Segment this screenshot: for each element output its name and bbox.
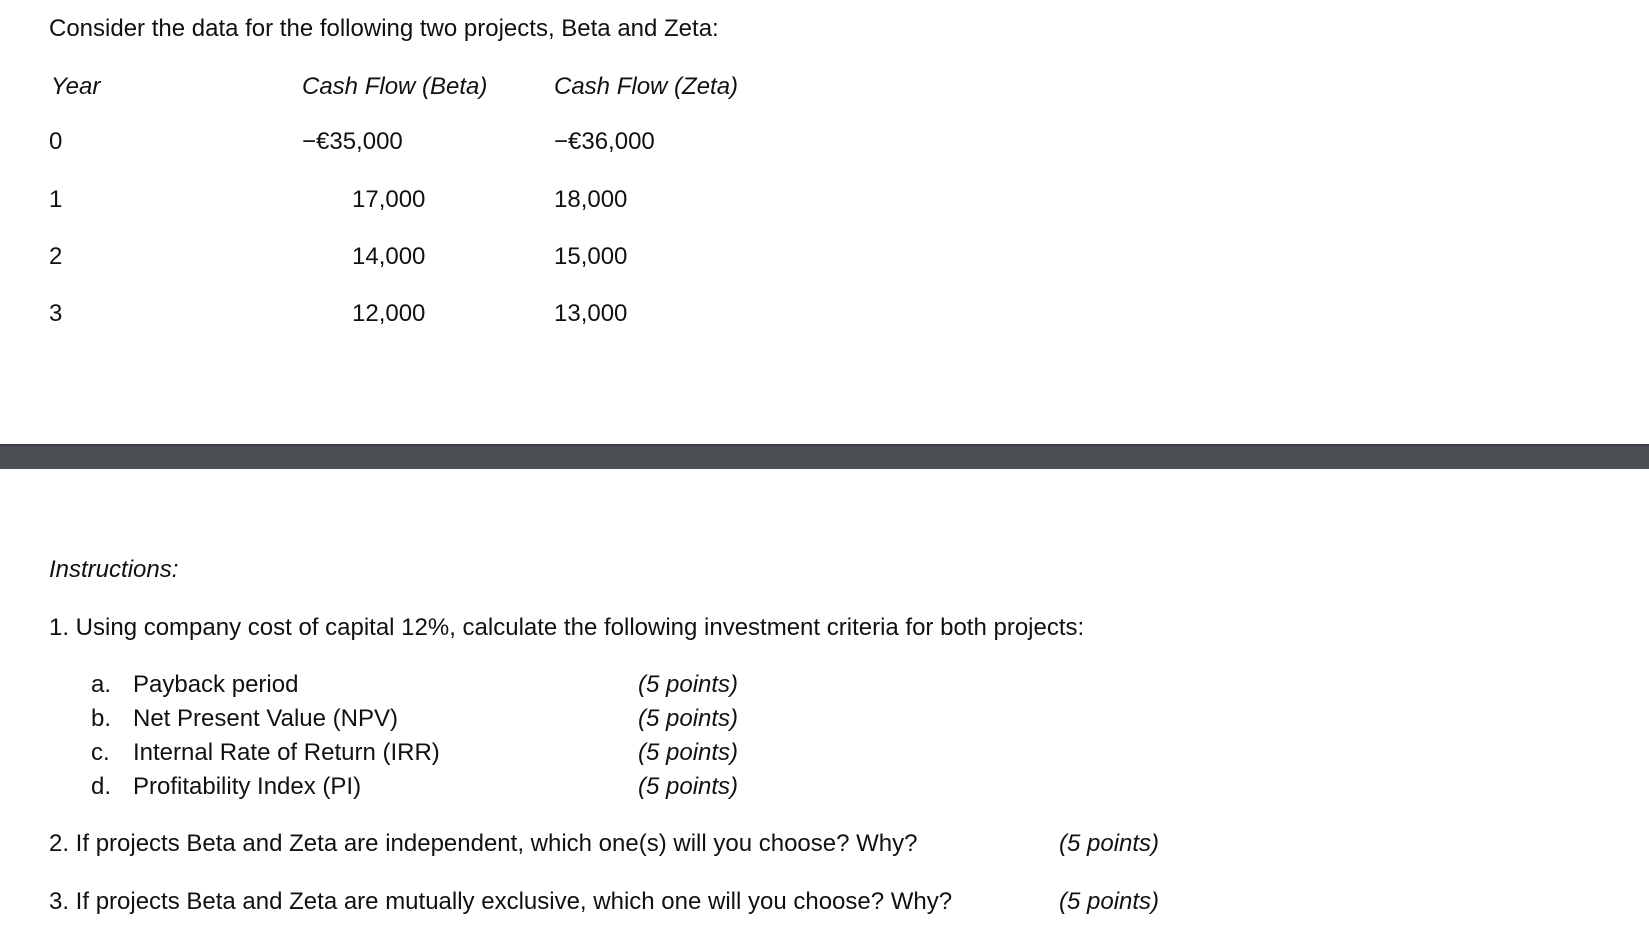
table-cell-year: 1	[49, 186, 63, 213]
question-2: 2. If projects Beta and Zeta are independent, which one(s) will you choose? Why?	[49, 830, 918, 857]
question-2-points: (5 points)	[1059, 830, 1160, 857]
table-cell-zeta: 15,000	[554, 243, 628, 270]
subitem-points: (5 points)	[638, 671, 739, 698]
question-1: 1. Using company cost of capital 12%, calculate the following investment criteria for both projects:	[49, 614, 1085, 641]
table-cell-beta: 12,000	[352, 300, 426, 327]
table-cell-beta: 14,000	[352, 243, 426, 270]
subitem-text: Net Present Value (NPV)	[133, 705, 398, 732]
header-cash-flow-beta: Cash Flow (Beta)	[302, 73, 488, 100]
subitem-points: (5 points)	[638, 773, 739, 800]
table-cell-zeta: 18,000	[554, 186, 628, 213]
intro-text: Consider the data for the following two projects, Beta and Zeta:	[49, 15, 719, 42]
question-3-points: (5 points)	[1059, 888, 1160, 915]
header-cash-flow-zeta: Cash Flow (Zeta)	[554, 73, 739, 100]
subitem-marker: d.	[91, 773, 112, 800]
subitem-text: Payback period	[133, 671, 299, 698]
table-cell-year: 3	[49, 300, 63, 327]
subitem-marker: a.	[91, 671, 112, 698]
header-year: Year	[51, 73, 101, 100]
subitem-points: (5 points)	[638, 739, 739, 766]
instructions-heading: Instructions:	[49, 556, 179, 583]
subitem-points: (5 points)	[638, 705, 739, 732]
table-cell-zeta: −€36,000	[554, 128, 655, 155]
question-3: 3. If projects Beta and Zeta are mutually exclusive, which one will you choose? Why?	[49, 888, 953, 915]
page-divider	[0, 444, 1649, 469]
table-cell-beta: 17,000	[352, 186, 426, 213]
subitem-text: Internal Rate of Return (IRR)	[133, 739, 440, 766]
table-cell-zeta: 13,000	[554, 300, 628, 327]
subitem-marker: b.	[91, 705, 112, 732]
table-cell-year: 0	[49, 128, 63, 155]
subitem-marker: c.	[91, 739, 110, 766]
subitem-text: Profitability Index (PI)	[133, 773, 362, 800]
table-cell-beta: −€35,000	[302, 128, 403, 155]
table-cell-year: 2	[49, 243, 63, 270]
